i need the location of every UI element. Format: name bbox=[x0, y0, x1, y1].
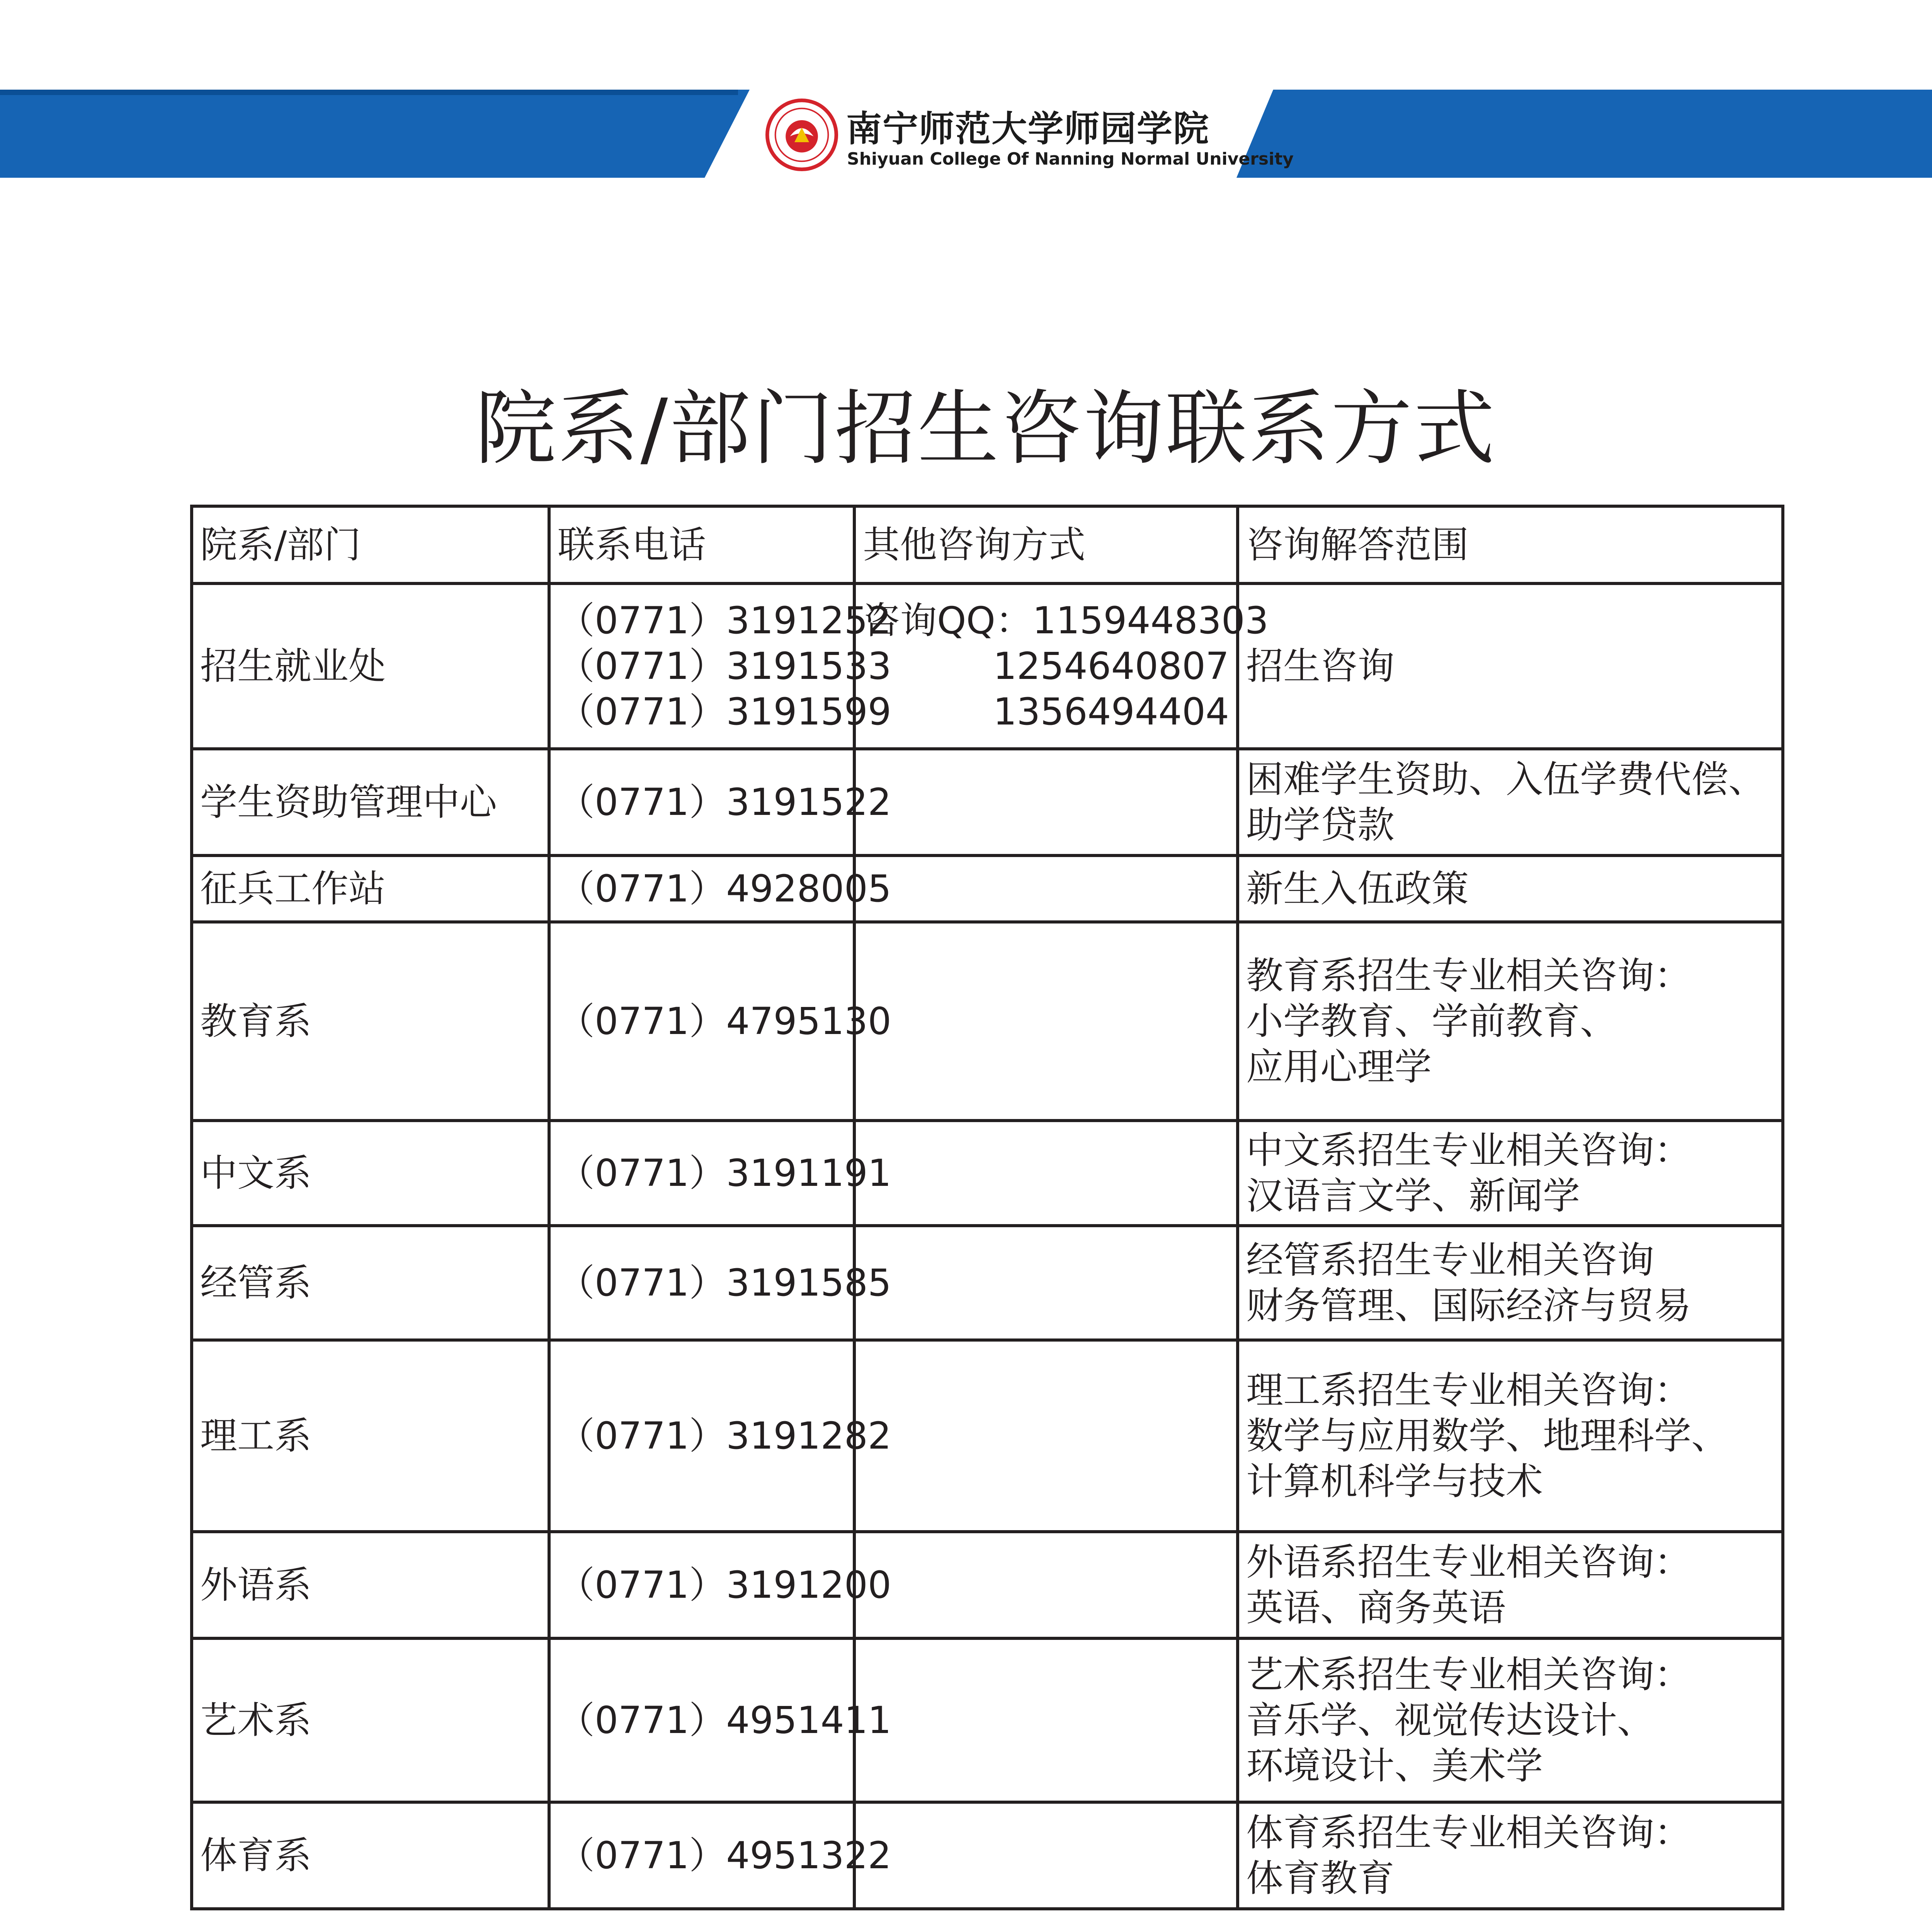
scope-cell bbox=[1238, 1802, 1783, 1909]
phone-number: （0771）3191533 bbox=[558, 645, 891, 688]
table-row bbox=[192, 583, 1783, 749]
scope-line: 体育系招生专业相关咨询： bbox=[1246, 1811, 1691, 1854]
scope-cell bbox=[1238, 1121, 1783, 1226]
phone-number: （0771）3191599 bbox=[558, 690, 891, 733]
dept-cell: 中文系 bbox=[192, 1121, 549, 1226]
table-row bbox=[192, 1226, 1783, 1340]
table-row bbox=[192, 855, 1783, 922]
phone-cell bbox=[549, 1802, 891, 1909]
scope-line: 英语、商务英语 bbox=[1246, 1586, 1506, 1629]
scope-line: 音乐学、视觉传达设计、 bbox=[1246, 1699, 1654, 1742]
table-row bbox=[192, 749, 1783, 855]
school-name-en: Shiyuan College Of Nanning Normal University bbox=[847, 149, 1294, 169]
header-other: 其他咨询方式 bbox=[854, 506, 1238, 583]
phone-number: （0771）3191252 bbox=[558, 599, 891, 642]
scope-cell bbox=[1238, 1638, 1783, 1802]
scope-line: 应用心理学 bbox=[1246, 1045, 1432, 1088]
dept-cell: 理工系 bbox=[192, 1340, 549, 1532]
scope-line: 数学与应用数学、地理科学、 bbox=[1246, 1414, 1728, 1458]
phone-cell bbox=[549, 1226, 891, 1340]
table-row bbox=[192, 922, 1783, 1121]
header-band-accent bbox=[0, 90, 738, 95]
phone-number: （0771）3191200 bbox=[558, 1563, 891, 1607]
header-band-left bbox=[0, 90, 750, 178]
scope-cell bbox=[1238, 1532, 1783, 1638]
scope-line: 困难学生资助、入伍学费代偿、 bbox=[1246, 758, 1765, 801]
other-contact-cell bbox=[854, 749, 1238, 855]
other-contact-cell bbox=[854, 1638, 1238, 1802]
other-contact-cell bbox=[854, 922, 1238, 1121]
scope-line: 计算机科学与技术 bbox=[1246, 1460, 1543, 1503]
dept-cell: 征兵工作站 bbox=[192, 855, 549, 922]
school-logo bbox=[765, 93, 1294, 178]
scope-cell bbox=[1238, 749, 1783, 855]
scope-line: 外语系招生专业相关咨询： bbox=[1246, 1541, 1691, 1584]
qq-number: 1159448303 bbox=[1032, 599, 1269, 642]
dept-cell: 经管系 bbox=[192, 1226, 549, 1340]
contact-table bbox=[190, 505, 1784, 1910]
scope-line: 经管系招生专业相关咨询 bbox=[1246, 1238, 1654, 1282]
scope-line: 理工系招生专业相关咨询： bbox=[1246, 1369, 1691, 1412]
scope-line: 财务管理、国际经济与贸易 bbox=[1246, 1284, 1691, 1327]
scope-line: 小学教育、学前教育、 bbox=[1246, 1000, 1617, 1043]
scope-line: 汉语言文学、新闻学 bbox=[1246, 1174, 1580, 1218]
other-contact-cell bbox=[854, 583, 1269, 749]
table-row bbox=[192, 1532, 1783, 1638]
phone-cell bbox=[549, 583, 891, 749]
qq-number: 1356494404 bbox=[993, 690, 1229, 733]
qq-label: 咨询QQ： bbox=[863, 599, 1033, 642]
scope-line: 体育教育 bbox=[1246, 1857, 1395, 1900]
phone-cell bbox=[549, 1638, 891, 1802]
phone-number: （0771）4928005 bbox=[558, 867, 891, 910]
phone-number: （0771）4795130 bbox=[558, 1000, 891, 1043]
phone-number: （0771）4951322 bbox=[558, 1834, 891, 1877]
scope-cell bbox=[1238, 1226, 1783, 1340]
other-contact-cell bbox=[854, 1532, 1238, 1638]
table-row bbox=[192, 1121, 1783, 1226]
other-contact-cell bbox=[854, 1226, 1238, 1340]
phone-number: （0771）3191585 bbox=[558, 1261, 891, 1304]
phone-number: （0771）3191191 bbox=[558, 1151, 891, 1195]
school-seal-icon bbox=[765, 98, 838, 172]
table-row bbox=[192, 1340, 1783, 1532]
other-contact-cell bbox=[854, 1121, 1238, 1226]
dept-cell: 体育系 bbox=[192, 1802, 549, 1909]
page-title: 院系/部门招生咨询联系方式 bbox=[475, 381, 1497, 476]
phone-number: （0771）4951411 bbox=[558, 1699, 891, 1742]
scope-line: 艺术系招生专业相关咨询： bbox=[1246, 1653, 1691, 1696]
table-header-row bbox=[192, 506, 1783, 583]
dept-cell: 招生就业处 bbox=[192, 583, 549, 749]
table-row bbox=[192, 1802, 1783, 1909]
phone-cell bbox=[549, 855, 891, 922]
phone-cell bbox=[549, 1121, 891, 1226]
header-band-right bbox=[1236, 90, 1932, 178]
scope-line: 招生咨询 bbox=[1246, 645, 1395, 688]
scope-cell bbox=[1238, 922, 1783, 1121]
phone-cell bbox=[549, 1340, 891, 1532]
other-contact-cell bbox=[854, 1340, 1238, 1532]
phone-number: （0771）3191282 bbox=[558, 1414, 891, 1458]
dept-cell: 教育系 bbox=[192, 922, 549, 1121]
scope-line: 新生入伍政策 bbox=[1246, 867, 1469, 910]
phone-number: （0771）3191522 bbox=[558, 781, 891, 824]
scope-cell bbox=[1238, 1340, 1783, 1532]
scope-cell bbox=[1238, 855, 1783, 922]
header-phone: 联系电话 bbox=[549, 506, 854, 583]
scope-line: 教育系招生专业相关咨询： bbox=[1246, 954, 1691, 997]
phone-cell bbox=[549, 749, 891, 855]
dept-cell: 艺术系 bbox=[192, 1638, 549, 1802]
qq-line bbox=[863, 598, 1269, 643]
header-dept: 院系/部门 bbox=[192, 506, 549, 583]
other-contact-cell bbox=[854, 1802, 1238, 1909]
scope-line: 中文系招生专业相关咨询： bbox=[1246, 1129, 1691, 1172]
dept-cell: 外语系 bbox=[192, 1532, 549, 1638]
scope-line: 环境设计、美术学 bbox=[1246, 1744, 1543, 1787]
scope-line: 助学贷款 bbox=[1246, 803, 1395, 847]
dept-cell: 学生资助管理中心 bbox=[192, 749, 549, 855]
other-contact-cell bbox=[854, 855, 1238, 922]
phone-cell bbox=[549, 922, 891, 1121]
school-name-cn: 南宁师范大学师园学院 bbox=[846, 108, 1210, 150]
qq-number: 1254640807 bbox=[993, 645, 1229, 688]
header-scope: 咨询解答范围 bbox=[1238, 506, 1783, 583]
scope-cell bbox=[1238, 583, 1783, 749]
phone-cell bbox=[549, 1532, 891, 1638]
table-row bbox=[192, 1638, 1783, 1802]
